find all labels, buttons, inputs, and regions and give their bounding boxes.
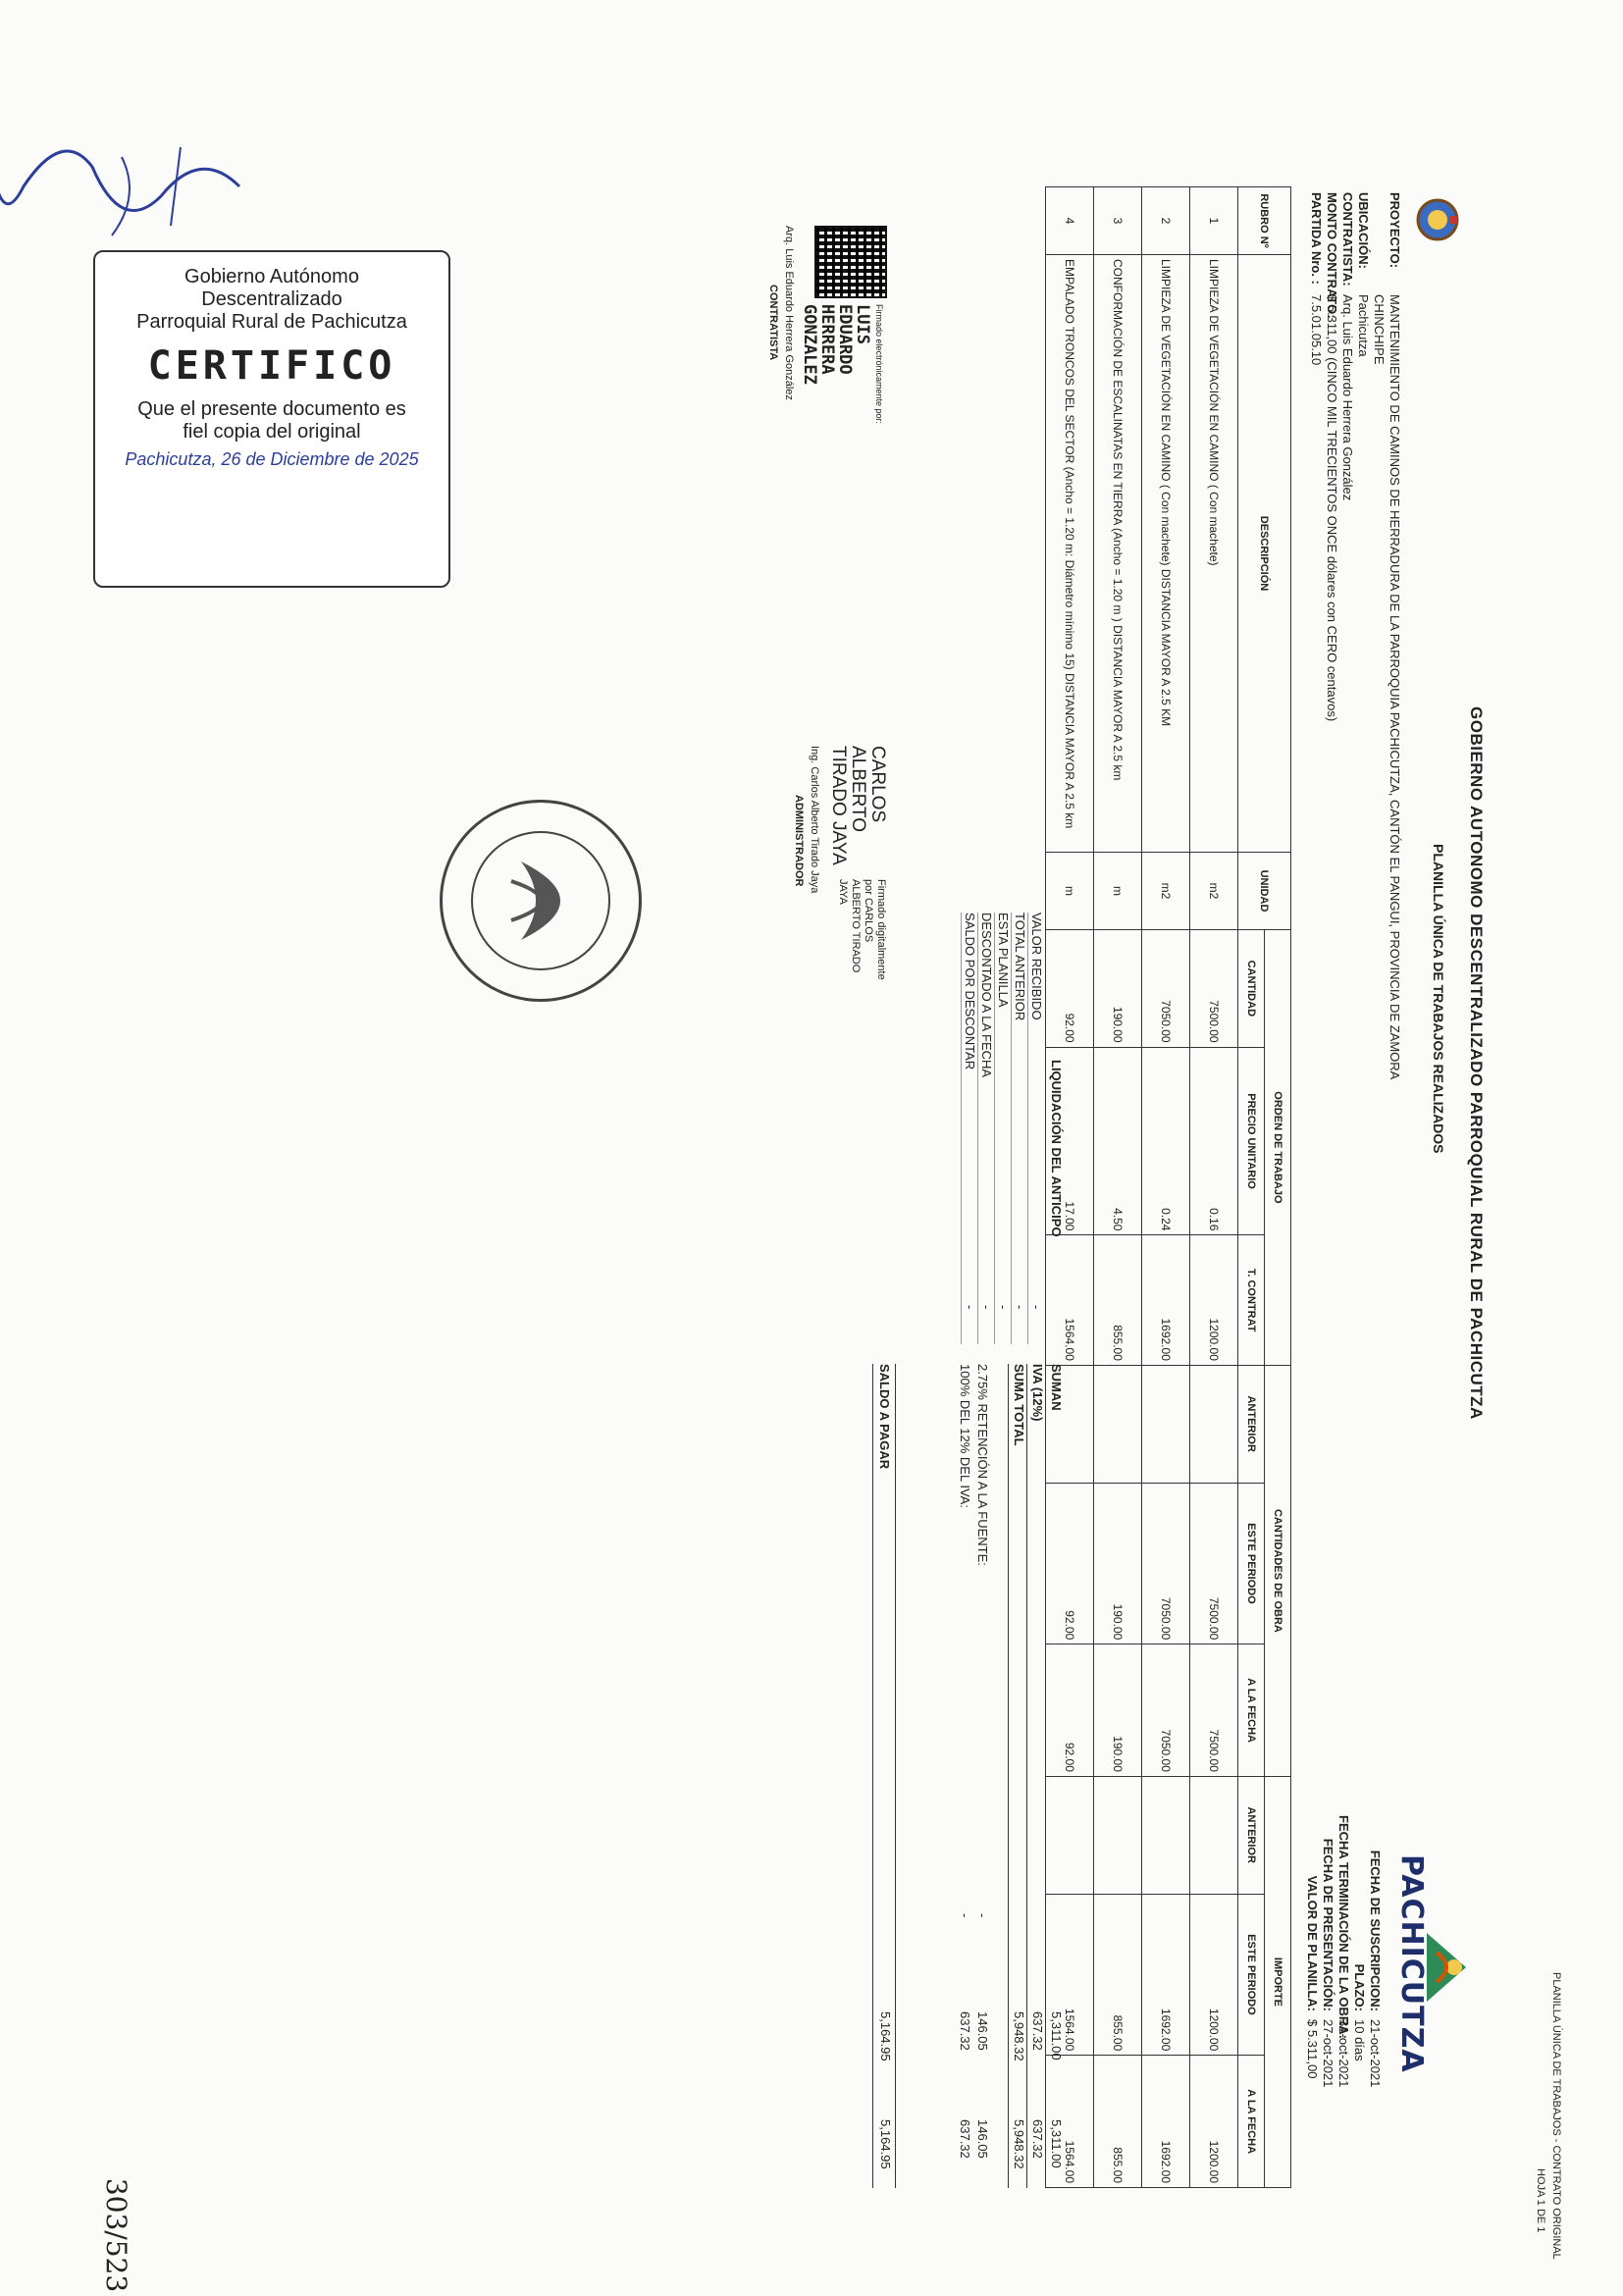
label-terminacion: FECHA TERMINACIÓN DE LA OBRA: xyxy=(1336,1815,1351,2039)
value-suscripcion: 21-oct-2021 xyxy=(1368,2019,1383,2088)
totals-label: IVA (12%) xyxy=(1030,1364,1045,1422)
value-ubicacion: Pachicutza xyxy=(1356,294,1371,357)
table-cell: 855.00 xyxy=(1094,1235,1142,1365)
table-cell: LIMPIEZA DE VEGETACIÓN EN CAMINO ( Con machete) DISTANCIA MAYOR A 2.5 KM xyxy=(1142,255,1190,853)
table-cell: 17.00 xyxy=(1046,1047,1094,1235)
totals-fecha: 637.32 xyxy=(1030,2119,1045,2159)
col-anterior-imp: ANTERIOR xyxy=(1238,1776,1265,1894)
col-este-imp: ESTE PERIODO xyxy=(1238,1894,1265,2056)
anticipo-row xyxy=(1011,913,1027,1344)
totals-row xyxy=(1026,1364,1045,2188)
table-row xyxy=(1094,187,1142,2188)
table-cell: 1692.00 xyxy=(1142,2056,1190,2188)
stamp-date: Pachicutza, 26 de Diciembre de 2025 xyxy=(125,449,419,469)
col-fecha-imp: A LA FECHA xyxy=(1238,2056,1265,2188)
admin-name: Ing. Carlos Alberto Tirado Jaya xyxy=(809,746,820,894)
table-cell: 1564.00 xyxy=(1046,1235,1094,1365)
retention-dash: - xyxy=(958,1913,972,1918)
totals-este: 637.32 xyxy=(1030,2011,1045,2051)
anticipo-row xyxy=(994,913,1011,1344)
doc-corner-title: PLANILLA ÚNICA DE TRABAJOS - CONTRATO ORIGINAL xyxy=(1550,1972,1562,2260)
label-ubicacion: UBICACIÓN: xyxy=(1356,192,1371,269)
table-cell xyxy=(1094,1365,1142,1483)
table-cell xyxy=(1094,1776,1142,1894)
works-table-wrap xyxy=(1045,186,1291,2188)
anticipo-value: - xyxy=(996,1305,1011,1310)
stamp-certifico: CERTIFICO xyxy=(147,343,396,389)
contractor-role: CONTRATISTA xyxy=(767,285,779,361)
table-cell xyxy=(1142,1776,1190,1894)
label-suscripcion: FECHA DE SUSCRIPCION: xyxy=(1368,1850,1383,2011)
totals-fecha: 5,948.32 xyxy=(1012,2119,1026,2169)
table-cell: CONFORMACIÓN DE ESCALINATAS EN TIERRA (Ancho = 1.20 m ) DISTANCIA MAYOR A 2.5 km xyxy=(1094,255,1142,853)
label-monto: MONTO CONTRATO: xyxy=(1325,192,1339,319)
label-presentacion: FECHA DE PRESENTACIÓN: xyxy=(1321,1838,1335,2011)
retention-fecha: 146.05 xyxy=(975,2119,990,2159)
totals-row xyxy=(1008,1364,1026,2188)
admin-role: ADMINISTRADOR xyxy=(793,795,805,887)
col-anterior-cant: ANTERIOR xyxy=(1238,1365,1265,1483)
dates-labels xyxy=(1304,1815,1383,2039)
totals-block xyxy=(872,1364,1064,2188)
parish-emblem-icon xyxy=(1414,196,1461,243)
table-cell: LIMPIEZA DE VEGETACIÓN EN CAMINO ( Con machete) xyxy=(1190,255,1238,853)
table-cell: 1564.00 xyxy=(1046,1894,1094,2056)
table-cell xyxy=(1190,1365,1238,1483)
certify-stamp xyxy=(93,250,450,588)
col-descripcion: DESCRIPCIÓN xyxy=(1238,255,1291,853)
group-importe: IMPORTE xyxy=(1265,1776,1291,2187)
table-cell: m2 xyxy=(1190,853,1238,930)
label-valor-planilla: VALOR DE PLANILLA: xyxy=(1305,1875,1320,2011)
table-cell: 4.50 xyxy=(1094,1047,1142,1235)
dates-values xyxy=(1304,2019,1383,2087)
table-cell: 92.00 xyxy=(1046,930,1094,1048)
anticipo-label: DESCONTADO A LA FECHA xyxy=(979,913,994,1078)
table-cell xyxy=(1190,1776,1238,1894)
table-cell: 855.00 xyxy=(1094,2056,1142,2188)
anticipo-block xyxy=(961,913,1064,1344)
obras-publicas-seal xyxy=(440,800,642,1002)
contractor-sig-name: LUIS EDUARDO HERRERA GONZALEZ xyxy=(800,304,872,385)
totals-label: SUMA TOTAL xyxy=(1012,1364,1026,1446)
group-orden-trabajo: ORDEN DE TRABAJO xyxy=(1265,930,1291,1366)
col-fecha-cant: A LA FECHA xyxy=(1238,1644,1265,1777)
label-plazo: PLAZO: xyxy=(1352,1963,1367,2011)
anticipo-label: SALDO POR DESCONTAR xyxy=(963,913,977,1070)
anticipo-value: - xyxy=(979,1305,994,1310)
totals-label: SUMAN xyxy=(1049,1364,1064,1411)
value-presentacion: 27-oct-2021 xyxy=(1321,2019,1335,2088)
anticipo-value: - xyxy=(1029,1305,1044,1310)
anticipo-row xyxy=(1027,913,1044,1344)
table-cell: 190.00 xyxy=(1094,1644,1142,1777)
anticipo-value: - xyxy=(1013,1305,1027,1310)
table-cell: m xyxy=(1094,853,1142,930)
label-partida: PARTIDA Nro. : xyxy=(1309,192,1324,285)
project-values xyxy=(1308,294,1402,1079)
value-terminacion: 31-oct-2021 xyxy=(1336,2019,1351,2088)
stamp-line-1: Gobierno Autónomo Descentralizado xyxy=(184,266,359,310)
retention-row xyxy=(955,1364,972,2188)
table-cell: 2 xyxy=(1142,187,1190,255)
totals-este: 5,311.00 xyxy=(1049,2011,1064,2061)
table-cell: 4 xyxy=(1046,187,1094,255)
totals-row xyxy=(1045,1364,1064,2188)
table-cell: 1200.00 xyxy=(1190,1894,1238,2056)
anticipo-label: TOTAL ANTERIOR xyxy=(1013,913,1027,1021)
table-cell: 92.00 xyxy=(1046,1644,1094,1777)
saldo-este: 5,164.95 xyxy=(878,2011,893,2061)
table-cell: 1564.00 xyxy=(1046,2056,1094,2188)
retention-row xyxy=(972,1364,990,2188)
table-cell: 1692.00 xyxy=(1142,1235,1190,1365)
table-cell: m2 xyxy=(1142,853,1190,930)
col-este-cant: ESTE PERIODO xyxy=(1238,1483,1265,1644)
table-cell: 1200.00 xyxy=(1190,2056,1238,2188)
table-cell: 190.00 xyxy=(1094,930,1142,1048)
retention-dash: - xyxy=(975,1913,990,1918)
works-table xyxy=(1045,186,1291,2188)
table-row xyxy=(1142,187,1190,2188)
anticipo-label: ESTA PLANILLA xyxy=(996,913,1011,1008)
anticipo-label: VALOR RECIBIDO xyxy=(1029,913,1044,1020)
value-proyecto: MANTENIMIENTO DE CAMINOS DE HERRADURA DE LA PARROQUIA PACHICUTZA, CANTÓN EL PANGUI, PROVINCIA DE ZAMORA xyxy=(1387,294,1402,1080)
admin-sig-note: Firmado digitalmente por CARLOS ALBERTO TIRADO JAYA xyxy=(837,879,887,980)
table-cell: 3 xyxy=(1094,187,1142,255)
anticipo-row xyxy=(961,913,977,1344)
stamp-line-2: Parroquial Rural de Pachicutza xyxy=(136,311,407,333)
logo-text: PACHICUTZA xyxy=(1394,1854,1429,2073)
value-plazo: 10 días xyxy=(1352,2019,1367,2061)
col-tcontrat: T. CONTRAT xyxy=(1238,1235,1265,1365)
table-cell: 855.00 xyxy=(1094,1894,1142,2056)
retention-este: 146.05 xyxy=(975,2011,990,2051)
saldo-fecha: 5,164.95 xyxy=(878,2119,893,2169)
stamp-line-4: Que el presente documento es xyxy=(137,398,406,420)
col-cantidad: CANTIDAD xyxy=(1238,930,1265,1048)
label-proyecto: PROYECTO: xyxy=(1387,192,1402,269)
value-valor-planilla: $ 5.311,00 xyxy=(1305,2019,1320,2079)
contractor-name: Arq. Luis Eduardo Herrera González xyxy=(783,226,795,400)
page-number: 303/523 xyxy=(100,2177,133,2293)
table-cell: 190.00 xyxy=(1094,1483,1142,1644)
saldo-row xyxy=(872,1364,896,2188)
table-cell: 7050.00 xyxy=(1142,1483,1190,1644)
label-contratista: CONTRATISTA: xyxy=(1340,192,1355,287)
retention-label: 100% DEL 12% DEL IVA: xyxy=(958,1364,972,1508)
col-rubro: RUBRO Nº xyxy=(1238,187,1291,255)
table-cell: 7050.00 xyxy=(1142,930,1190,1048)
stamp-line-5: fiel copia del original xyxy=(183,421,361,443)
qr-code-icon xyxy=(814,226,887,298)
table-cell: 7500.00 xyxy=(1190,930,1238,1048)
anticipo-row xyxy=(977,913,994,1344)
value-monto: $ 5.311,00 (CINCO MIL TRECIENTOS ONCE dólares con CERO centavos) xyxy=(1325,294,1339,722)
table-cell: 7500.00 xyxy=(1190,1644,1238,1777)
table-cell: EMPALADO TRONCOS DEL SECTOR (Ancho = 1.20 m: Diámetro mínimo 15) DISTANCIA MAYOR A 2.5 km xyxy=(1046,255,1094,853)
table-body xyxy=(1046,187,1238,2188)
table-cell: 1692.00 xyxy=(1142,1894,1190,2056)
anticipo-value: - xyxy=(963,1305,977,1310)
table-cell: 0.24 xyxy=(1142,1047,1190,1235)
totals-este: 5,948.32 xyxy=(1012,2011,1026,2061)
table-row xyxy=(1190,187,1238,2188)
doc-corner-page: HOJA 1 DE 1 xyxy=(1535,2168,1546,2233)
table-cell: 92.00 xyxy=(1046,1483,1094,1644)
saldo-label: SALDO A PAGAR xyxy=(877,1364,892,1470)
table-cell: m xyxy=(1046,853,1094,930)
totals-fecha: 5,311.00 xyxy=(1049,2119,1064,2168)
admin-signature xyxy=(791,746,887,987)
pachicutza-logo xyxy=(1394,1854,1476,2080)
table-cell: 0.16 xyxy=(1190,1047,1238,1235)
value-contratista: Arq. Luis Eduardo Herrera González xyxy=(1340,294,1355,501)
col-precio: PRECIO UNITARIO xyxy=(1238,1047,1265,1235)
col-unidad: UNIDAD xyxy=(1238,853,1291,930)
table-cell: 7500.00 xyxy=(1190,1483,1238,1644)
value-partida: 7.5.01.05.10 xyxy=(1309,294,1324,366)
contractor-signature xyxy=(765,226,887,424)
retention-este: 637.32 xyxy=(958,2011,972,2051)
table-cell: 1200.00 xyxy=(1190,1235,1238,1365)
table-cell: 7050.00 xyxy=(1142,1644,1190,1777)
group-cantidades: CANTIDADES DE OBRA xyxy=(1265,1365,1291,1776)
anticipo-title: LIQUIDACIÓN DEL ANTICIPO xyxy=(1049,1060,1064,1237)
document-title: GOBIERNO AUTONOMO DESCENTRALIZADO PARROQUIAL RURAL DE PACHICUTZA xyxy=(1467,706,1486,1420)
value-proyecto-cont: CHINCHIPE xyxy=(1372,294,1387,365)
table-cell xyxy=(1142,1365,1190,1483)
retention-fecha: 637.32 xyxy=(958,2119,972,2159)
retention-label: 2.75% RETENCIÓN A LA FUENTE: xyxy=(975,1364,990,1566)
table-cell: 1 xyxy=(1190,187,1238,255)
contractor-sig-note: Firmado electrónicamente por: xyxy=(874,304,884,425)
admin-sig-name: CARLOS ALBERTO TIRADO JAYA xyxy=(828,746,888,865)
handwritten-signature xyxy=(0,108,259,265)
document-subtitle: PLANILLA ÚNICA DE TRABAJOS REALIZADOS xyxy=(1431,844,1446,1154)
